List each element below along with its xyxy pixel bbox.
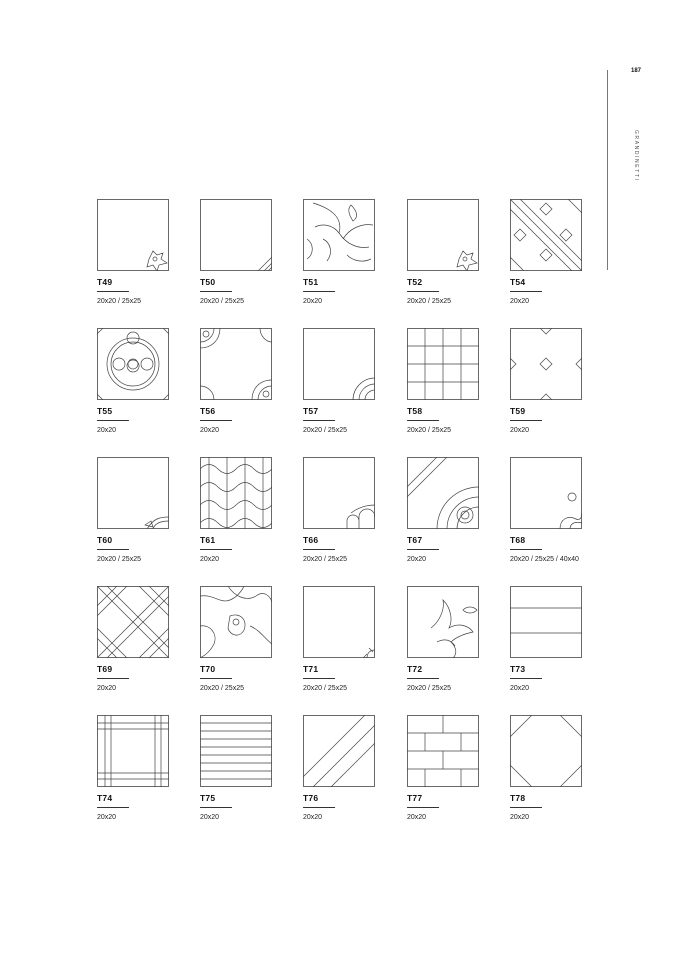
tile-divider bbox=[200, 678, 232, 679]
tile-code: T78 bbox=[510, 793, 526, 803]
tile-size: 20x20 / 25x25 / 40x40 bbox=[510, 556, 579, 563]
tile-size: 20x20 / 25x25 bbox=[200, 685, 244, 692]
tile-size: 20x20 bbox=[200, 814, 220, 821]
tile-pattern-drawing bbox=[407, 199, 479, 271]
tile-size: 20x20 bbox=[200, 427, 220, 434]
tile-size: 20x20 bbox=[97, 427, 117, 434]
tile-pattern-drawing bbox=[200, 586, 272, 658]
tile-size: 20x20 / 25x25 bbox=[200, 298, 244, 305]
tile-divider bbox=[407, 549, 439, 550]
tile-pattern-drawing bbox=[510, 715, 582, 787]
tile-code: T73 bbox=[510, 664, 526, 674]
side-divider bbox=[607, 70, 608, 270]
tile-divider bbox=[510, 678, 542, 679]
tile-code: T58 bbox=[407, 406, 423, 416]
tile-divider bbox=[303, 291, 335, 292]
tile-pattern-drawing bbox=[97, 199, 169, 271]
tile-code: T72 bbox=[407, 664, 423, 674]
tile-code: T59 bbox=[510, 406, 526, 416]
tile-divider bbox=[303, 678, 335, 679]
tile-code: T75 bbox=[200, 793, 216, 803]
tile-size: 20x20 / 25x25 bbox=[407, 685, 451, 692]
tile-pattern-drawing bbox=[97, 457, 169, 529]
tile-pattern-drawing bbox=[200, 199, 272, 271]
tile-size: 20x20 bbox=[407, 814, 427, 821]
tile-divider bbox=[200, 420, 232, 421]
tile-pattern-drawing bbox=[303, 199, 375, 271]
tile-code: T70 bbox=[200, 664, 216, 674]
page-number: 187 bbox=[631, 68, 642, 74]
tile-size: 20x20 bbox=[303, 298, 323, 305]
tile-divider bbox=[510, 291, 542, 292]
tile-size: 20x20 bbox=[510, 298, 530, 305]
tile-code: T66 bbox=[303, 535, 319, 545]
tile-pattern-drawing bbox=[510, 586, 582, 658]
tile-code: T76 bbox=[303, 793, 319, 803]
tile-code: T50 bbox=[200, 277, 216, 287]
tile-code: T57 bbox=[303, 406, 319, 416]
tile-size: 20x20 / 25x25 bbox=[303, 427, 347, 434]
tile-divider bbox=[510, 420, 542, 421]
tile-code: T52 bbox=[407, 277, 423, 287]
tile-pattern-drawing bbox=[407, 586, 479, 658]
tile-size: 20x20 bbox=[407, 556, 427, 563]
tile-pattern-drawing bbox=[510, 328, 582, 400]
tile-size: 20x20 bbox=[510, 814, 530, 821]
tile-code: T51 bbox=[303, 277, 319, 287]
tile-code: T68 bbox=[510, 535, 526, 545]
tile-code: T77 bbox=[407, 793, 423, 803]
tile-size: 20x20 bbox=[97, 814, 117, 821]
tile-divider bbox=[510, 807, 542, 808]
tile-size: 20x20 bbox=[510, 427, 530, 434]
tile-divider bbox=[200, 291, 232, 292]
tile-pattern-drawing bbox=[303, 328, 375, 400]
tile-size: 20x20 bbox=[303, 814, 323, 821]
tile-pattern-drawing bbox=[200, 457, 272, 529]
tile-pattern-drawing bbox=[97, 715, 169, 787]
tile-size: 20x20 / 25x25 bbox=[303, 685, 347, 692]
tile-divider bbox=[97, 420, 129, 421]
tile-divider bbox=[407, 807, 439, 808]
tile-code: T49 bbox=[97, 277, 113, 287]
tile-pattern-drawing bbox=[510, 199, 582, 271]
tile-pattern-drawing bbox=[303, 715, 375, 787]
tile-pattern-drawing bbox=[407, 328, 479, 400]
tile-size: 20x20 / 25x25 bbox=[97, 556, 141, 563]
tile-pattern-drawing bbox=[510, 457, 582, 529]
tile-code: T67 bbox=[407, 535, 423, 545]
tile-code: T69 bbox=[97, 664, 113, 674]
tile-divider bbox=[303, 420, 335, 421]
tile-code: T56 bbox=[200, 406, 216, 416]
tile-code: T61 bbox=[200, 535, 216, 545]
tile-size: 20x20 / 25x25 bbox=[97, 298, 141, 305]
tile-pattern-drawing bbox=[407, 457, 479, 529]
tile-divider bbox=[97, 549, 129, 550]
tile-size: 20x20 / 25x25 bbox=[303, 556, 347, 563]
tile-code: T54 bbox=[510, 277, 526, 287]
tile-pattern-drawing bbox=[97, 328, 169, 400]
tile-size: 20x20 / 25x25 bbox=[407, 298, 451, 305]
tile-divider bbox=[97, 807, 129, 808]
tile-pattern-drawing bbox=[303, 586, 375, 658]
tile-size: 20x20 / 25x25 bbox=[407, 427, 451, 434]
tile-divider bbox=[303, 807, 335, 808]
tile-code: T60 bbox=[97, 535, 113, 545]
tile-divider bbox=[200, 549, 232, 550]
tile-code: T74 bbox=[97, 793, 113, 803]
tile-size: 20x20 bbox=[97, 685, 117, 692]
tile-divider bbox=[97, 291, 129, 292]
tile-pattern-drawing bbox=[303, 457, 375, 529]
tile-size: 20x20 bbox=[200, 556, 220, 563]
tile-code: T55 bbox=[97, 406, 113, 416]
tile-divider bbox=[97, 678, 129, 679]
tile-divider bbox=[407, 420, 439, 421]
tile-divider bbox=[200, 807, 232, 808]
tile-pattern-drawing bbox=[97, 586, 169, 658]
tile-divider bbox=[407, 291, 439, 292]
tile-divider bbox=[510, 549, 542, 550]
tile-size: 20x20 bbox=[510, 685, 530, 692]
tile-code: T71 bbox=[303, 664, 319, 674]
tile-divider bbox=[303, 549, 335, 550]
tile-pattern-drawing bbox=[407, 715, 479, 787]
section-label: GRANDINETTI bbox=[633, 130, 639, 182]
tile-divider bbox=[407, 678, 439, 679]
tile-pattern-drawing bbox=[200, 328, 272, 400]
tile-pattern-drawing bbox=[200, 715, 272, 787]
